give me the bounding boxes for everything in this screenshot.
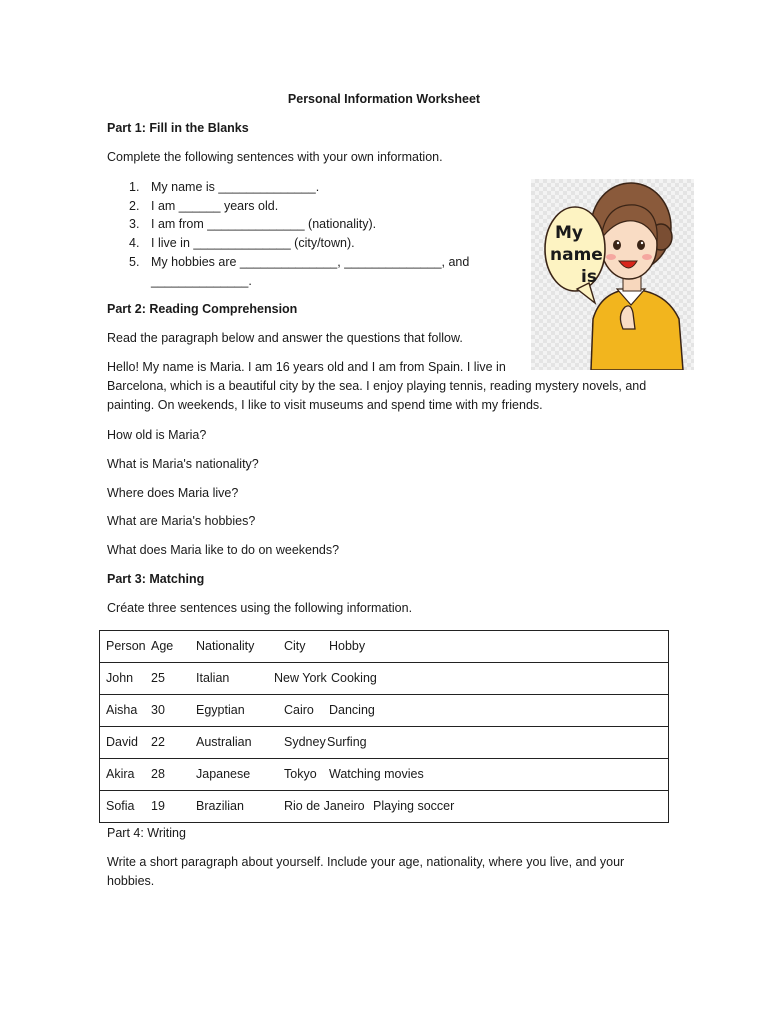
list-item-number: 5. [129, 255, 140, 269]
table-header-row [100, 631, 669, 663]
part4-instruction-line: Write a short paragraph about yourself. Include your age, nationality, where you live, and your [107, 855, 625, 869]
reading-paragraph-line: Hello! My name is Maria. I am 16 years old and I am from Spain. I live in [107, 360, 506, 374]
cell-nationality: Italian [196, 671, 230, 685]
table-row [100, 727, 669, 759]
list-item-number: 1. [129, 180, 140, 194]
cell-nationality: Brazilian [196, 799, 244, 813]
part1-heading: Part 1: Fill in the Blanks [107, 121, 249, 135]
cell-city: Cairo [284, 703, 314, 717]
list-item [129, 255, 469, 269]
list-item-text: My name is ______________. [151, 180, 320, 194]
list-item-number: 4. [129, 236, 140, 250]
list-item-text: I live in ______________ (city/town). [151, 236, 355, 250]
cell-city: Tokyo [284, 767, 317, 781]
cell-person: John [106, 671, 134, 685]
cell-hobby: Dancing [329, 703, 375, 717]
list-item-text: My hobbies are ______________, ______________, and [151, 255, 470, 269]
header-person: Person [106, 639, 146, 653]
list-item [129, 199, 278, 213]
matching-table [99, 630, 669, 823]
cell-hobby: Playing soccer [373, 799, 455, 813]
part2-instruction: Read the paragraph below and answer the questions that follow. [107, 331, 463, 345]
question: What is Maria's nationality? [107, 457, 259, 471]
table-row [100, 759, 669, 791]
cell-person: Akira [106, 767, 135, 781]
cell-nationality: Egyptian [196, 703, 245, 717]
girl-illustration [531, 179, 694, 370]
part2-heading: Part 2: Reading Comprehension [107, 302, 298, 316]
cell-nationality: Japanese [196, 767, 251, 781]
page-title: Personal Information Worksheet [287, 92, 481, 106]
list-item-text: I am from ______________ (nationality). [151, 217, 377, 231]
list-item-continuation: ______________. [151, 274, 252, 288]
list-item-number: 2. [129, 199, 140, 213]
bubble-text-line2: name [550, 245, 603, 265]
cell-person: Sofia [106, 799, 135, 813]
cell-age: 25 [151, 671, 165, 685]
cell-city: Rio de Janeiro [284, 799, 365, 813]
list-item [129, 180, 319, 194]
question: Where does Maria live? [107, 486, 239, 500]
cell-age: 19 [151, 799, 165, 813]
list-item-number: 3. [129, 217, 140, 231]
reading-paragraph-line: Barcelona, which is a beautiful city by the sea. I enjoy playing tennis, reading mystery novels, and [107, 379, 647, 393]
cell-age: 22 [151, 735, 165, 749]
cell-hobby: Watching movies [329, 767, 424, 781]
part4-heading: Part 4: Writing [107, 826, 186, 840]
table-row [100, 695, 669, 727]
question: What are Maria's hobbies? [107, 514, 256, 528]
table-row [100, 663, 669, 695]
cell-person: David [106, 735, 138, 749]
part3-instruction: Créate three sentences using the following information. [107, 601, 413, 615]
header-nationality: Nationality [196, 639, 255, 653]
reading-paragraph-line: painting. On weekends, I like to visit museums and spend time with my friends. [107, 398, 543, 412]
cell-city: New York [274, 671, 327, 685]
bubble-text-line3: is [581, 267, 597, 287]
header-hobby: Hobby [329, 639, 366, 653]
header-city: City [284, 639, 306, 653]
question: What does Maria like to do on weekends? [107, 543, 340, 557]
question: How old is Maria? [107, 428, 207, 442]
cell-nationality: Australian [196, 735, 252, 749]
cell-hobby: Cooking [331, 671, 377, 685]
list-item [129, 217, 376, 231]
cell-person: Aisha [106, 703, 138, 717]
header-age: Age [151, 639, 174, 653]
part4-instruction-line: hobbies. [107, 874, 155, 888]
cell-hobby: Surfing [327, 735, 367, 749]
part1-instruction: Complete the following sentences with your own information. [107, 150, 443, 164]
bubble-text-line1: My [555, 223, 583, 243]
cell-age: 30 [151, 703, 165, 717]
cell-age: 28 [151, 767, 165, 781]
part3-heading: Part 3: Matching [107, 572, 205, 586]
girl-my-name-is-icon [531, 179, 694, 370]
cell-city: Sydney [284, 735, 326, 749]
list-item-text: I am ______ years old. [151, 199, 279, 213]
list-item [129, 236, 355, 250]
table-row [100, 791, 669, 823]
